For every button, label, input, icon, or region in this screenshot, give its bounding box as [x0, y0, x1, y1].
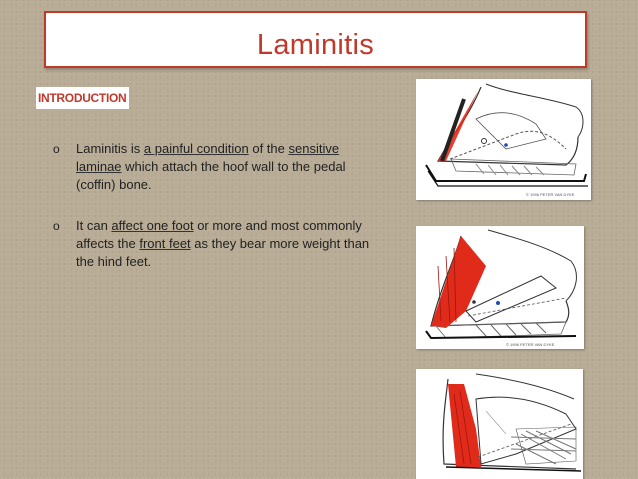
hoof-diagram-sinking-svg [416, 369, 583, 479]
hoof-diagram-normal-svg [416, 79, 591, 200]
hoof-diagram-rotated-svg [416, 226, 584, 349]
bullet-marker: o [53, 219, 60, 233]
hoof-diagram-rotated [416, 226, 584, 349]
bullet-list [50, 140, 380, 271]
bullet-text: which attach the hoof wall to the pedal (coffin) bone. [76, 159, 346, 192]
bullet-text: It can [76, 218, 112, 233]
bullet-text: of the [248, 141, 289, 156]
bullet-text: Laminitis is [76, 141, 144, 156]
highlight-text: front feet [139, 236, 191, 251]
highlight-text: a painful condition [143, 141, 249, 156]
slide-title: Laminitis [256, 29, 375, 61]
bullet-text: as they bear more weight than the hind feet. [76, 236, 370, 269]
hoof-diagram-normal [416, 79, 591, 200]
section-heading: INTRODUCTION [36, 87, 129, 109]
figure-credit: © 1996 PETER VAN DYKE [506, 342, 555, 347]
highlight-text: affect one foot [111, 218, 194, 233]
hoof-diagram-sinking [416, 369, 583, 479]
highlight-text: sensitive laminae [76, 141, 340, 174]
bullet-text: or more and most commonly affects the [76, 218, 362, 251]
bullet-item [50, 217, 380, 271]
title-box [44, 11, 587, 68]
bullet-item [50, 140, 380, 194]
figure-credit: © 1996 PETER VAN DYKE [526, 192, 575, 197]
bullet-marker: o [53, 142, 60, 156]
